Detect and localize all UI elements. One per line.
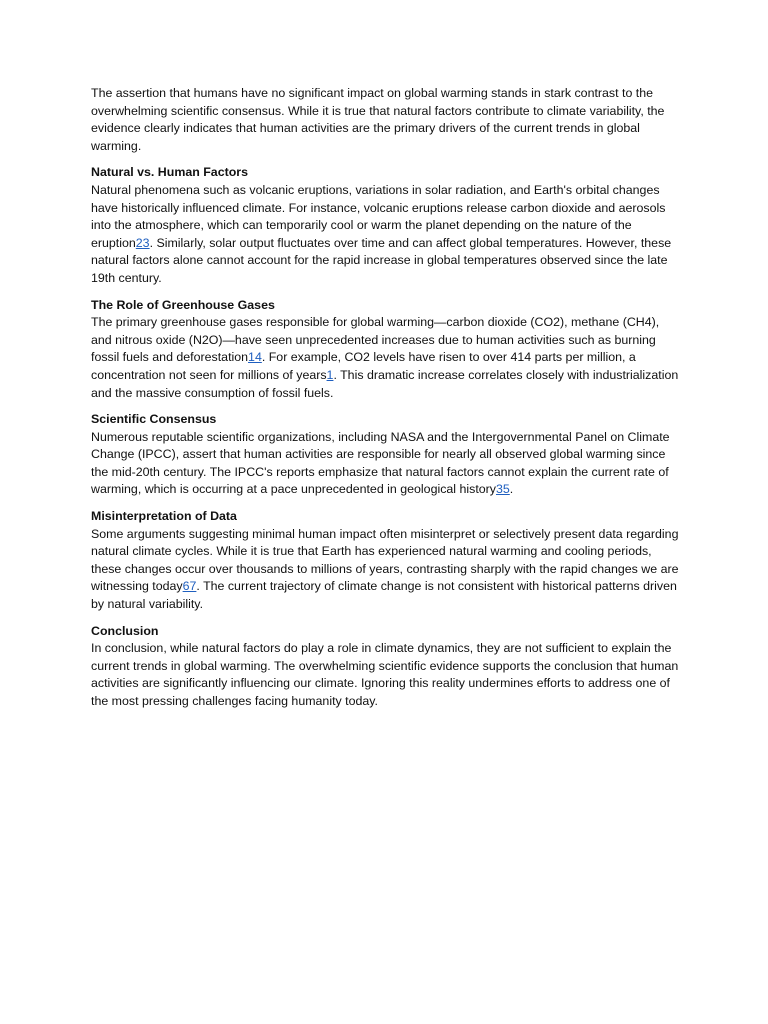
section-conclusion (91, 623, 681, 711)
intro-paragraph: The assertion that humans have no significant impact on global warming stands in stark contrast to the overwhelming scientific consensus. While it is true that natural factors contribute to climate variability, the evidence clearly indicates that human activities are the primary drivers of the current trends in global warming. (91, 86, 665, 153)
body-text: . Similarly, solar output fluctuates over time and can affect global temperatures. However, these natural factors alone cannot account for the rapid increase in global temperatures observed since the late 19th century. (91, 235, 672, 285)
body-text: Natural phenomena such as volcanic eruptions, variations in solar radiation, and Earth's orbital changes have historically influenced climate. For instance, volcanic eruptions release carbon dioxide and aerosols into the atmosphere, which can temporarily cool or warm the planet depending on the nature of the eruption (91, 182, 666, 250)
section-misinterpretation (91, 508, 681, 614)
body-text: . The current trajectory of climate change is not consistent with historical patterns driven by natural variability. (91, 579, 677, 612)
section-paragraph (91, 182, 681, 288)
section-heading: Scientific Consensus (91, 412, 217, 427)
citation-link-67[interactable]: 67 (182, 579, 197, 594)
section-natural-vs-human (91, 164, 681, 287)
section-paragraph (91, 314, 681, 402)
document-body (91, 85, 681, 720)
body-text: . (509, 482, 514, 497)
section-paragraph (91, 429, 681, 499)
section-heading: Natural vs. Human Factors (91, 165, 248, 180)
section-scientific-consensus (91, 411, 681, 499)
section-heading: Conclusion (91, 623, 159, 638)
section-heading: Misinterpretation of Data (91, 509, 237, 524)
body-text: In conclusion, while natural factors do play a role in climate dynamics, they are not sufficient to explain the current trends in global warming. The overwhelming scientific evidence supports the conclusion that human activities are significantly influencing our climate. Ignoring this reality undermines efforts to address one of the most pressing challenges facing humanity today. (91, 641, 679, 708)
citation-link-23[interactable]: 23 (135, 235, 150, 250)
body-text: . This dramatic increase correlates closely with industrialization and the massive consumption of fossil fuels. (91, 367, 679, 400)
citation-link-35[interactable]: 35 (495, 482, 510, 497)
section-paragraph (91, 526, 681, 614)
section-greenhouse-gases (91, 297, 681, 403)
section-paragraph (91, 640, 681, 710)
body-text: Numerous reputable scientific organizations, including NASA and the Intergovernmental Panel on Climate Change (IPCC), assert that human activities are responsible for nearly all observed global warming since the mid-20th century. The IPCC's reports emphasize that natural factors cannot explain the current rate of warming, which is occurring at a pace unprecedented in geological history (91, 429, 670, 497)
citation-link-1[interactable]: 1 (326, 367, 334, 382)
section-heading: The Role of Greenhouse Gases (91, 297, 275, 312)
body-text: . For example, CO2 levels have risen to over 414 parts per million, a concentration not seen for millions of years (91, 350, 636, 382)
body-text: The primary greenhouse gases responsible for global warming—carbon dioxide (CO2), methane (CH4), and nitrous oxide (N2O)—have seen unprecedented increases due to human activities such as burning fossil fuels and deforestation (91, 315, 660, 365)
citation-link-14[interactable]: 14 (248, 350, 262, 365)
body-text: Some arguments suggesting minimal human impact often misinterpret or selectively present data regarding natural climate cycles. While it is true that Earth has experienced natural warming and cooling periods, these changes occur over thousands to millions of years, contrasting sharply with the rapid changes we are witnessing today (91, 526, 679, 594)
